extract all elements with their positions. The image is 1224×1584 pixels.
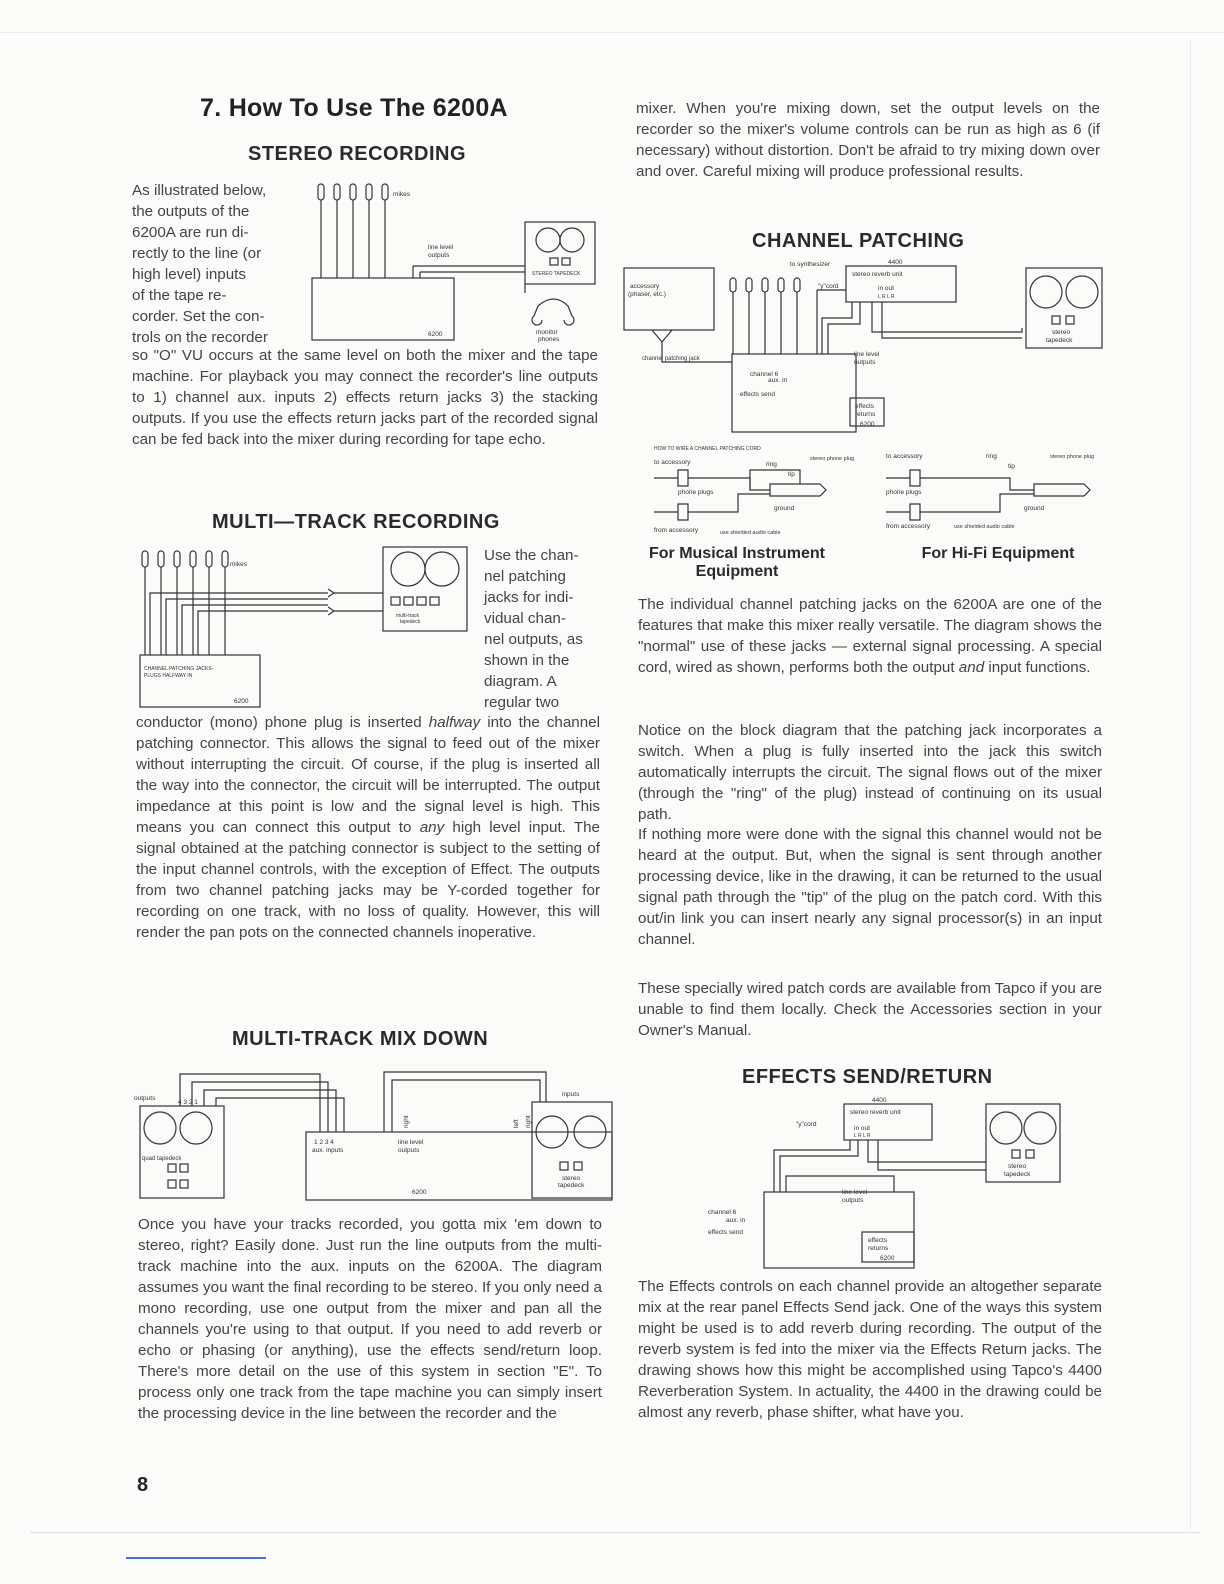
- svg-text:phone plugs: phone plugs: [886, 489, 922, 496]
- svg-text:monitor: monitor: [536, 329, 558, 336]
- svg-text:ring: ring: [986, 453, 997, 460]
- svg-text:channel patching jack: channel patching jack: [642, 356, 700, 362]
- svg-text:aux. in: aux. in: [768, 377, 788, 384]
- svg-text:mikes: mikes: [393, 191, 410, 198]
- svg-text:effects send: effects send: [740, 391, 775, 398]
- svg-text:left: left: [513, 1119, 520, 1128]
- footer-link-underline: [126, 1557, 266, 1559]
- svg-text:6200: 6200: [428, 331, 443, 338]
- caption-musical-instrument: [632, 545, 842, 581]
- microphone-icon: [142, 551, 228, 567]
- svg-text:stereo: stereo: [1008, 1163, 1027, 1170]
- headphones-icon: [532, 299, 574, 325]
- stereo-line: As illustrated below,: [132, 182, 267, 199]
- svg-text:CHANNEL PATCHING JACKS-: CHANNEL PATCHING JACKS-: [144, 666, 214, 672]
- effects-send-return-heading: EFFECTS SEND/RETURN: [742, 1066, 993, 1088]
- svg-text:STEREO TAPEDECK: STEREO TAPEDECK: [532, 271, 581, 277]
- svg-text:ground: ground: [1024, 505, 1045, 512]
- footer-rule: [30, 1532, 1200, 1533]
- svg-text:channel 6: channel 6: [750, 371, 779, 378]
- svg-text:stereo: stereo: [1052, 329, 1071, 336]
- svg-text:stereo reverb unit: stereo reverb unit: [850, 1109, 901, 1116]
- multitrack-line: nel patching: [484, 568, 566, 585]
- svg-text:multi-track: multi-track: [396, 613, 420, 619]
- svg-text:HOW TO WIRE A CHANNEL PATCHING: HOW TO WIRE A CHANNEL PATCHING CORD: [654, 446, 761, 452]
- svg-text:phone plugs: phone plugs: [678, 489, 714, 496]
- svg-text:tip: tip: [1008, 463, 1015, 470]
- svg-text:"y"cord: "y"cord: [818, 283, 839, 290]
- svg-text:effects: effects: [855, 403, 875, 410]
- svg-text:aux. in: aux. in: [726, 1217, 746, 1224]
- svg-text:PLUGS HALFWAY IN: PLUGS HALFWAY IN: [144, 673, 193, 679]
- stereo-line: corder. Set the con-: [132, 308, 265, 325]
- stereo-tapedeck-box: [1026, 268, 1102, 348]
- stereo-line: 6200A are run di-: [132, 224, 249, 241]
- svg-text:returns: returns: [855, 411, 876, 418]
- page-number: 8: [137, 1474, 149, 1496]
- svg-text:4 3 2 1: 4 3 2 1: [178, 1099, 198, 1106]
- svg-text:use shielded audio cable: use shielded audio cable: [954, 524, 1015, 530]
- svg-text:phones: phones: [538, 336, 560, 343]
- stereo-body: so "O" VU occurs at the same level on both the mixer and the tape machine. For playback you may connect the recorder's line outputs to 1) channel aux. inputs 2) effects return jacks 3) the stacking outputs. If you use the effects return jacks part of the recorded signal can be fed back into the mixer during recording for tape echo.: [132, 347, 598, 448]
- stereo-line: rectly to the line (or: [132, 245, 262, 262]
- svg-text:mikes: mikes: [230, 561, 247, 568]
- channel-patching-para1: The individual channel patching jacks on the 6200A are one of the features that make this mixer really versatile. The diagram shows the "normal" use of these jacks — external signal processing. A special cord, wired as shown, performs both the output and input functions.: [638, 596, 1102, 676]
- svg-text:outputs: outputs: [134, 1095, 156, 1102]
- mixdown-continued-body: mixer. When you're mixing down, set the output levels on the recorder so the mixer's volume controls can be run as high as 6 (if necessary) without distortion. Don't be afraid to try mixing down over and over. Careful mixing will produce professional results.: [636, 100, 1100, 180]
- svg-text:tapedeck: tapedeck: [558, 1182, 585, 1189]
- phone-plug-icon: [654, 504, 688, 520]
- svg-text:line level: line level: [398, 1139, 424, 1146]
- svg-text:outputs: outputs: [854, 359, 876, 366]
- svg-text:channel 6: channel 6: [708, 1209, 737, 1216]
- microphone-icon: [730, 278, 800, 292]
- svg-text:effects: effects: [868, 1237, 888, 1244]
- effects-body: The Effects controls on each channel provide an altogether separate mix at the rear panel Effects Send jack. One of the ways this system might be used is to add reverb during recording. The output of the reverb system is fed into the mixer via the Effects Return jacks. The drawing shows how this might be accomplished using Tapco's 4400 Reverberation System. In actuality, the 4400 in the drawing could be almost any reverb, phase shifter, what have you.: [638, 1278, 1102, 1421]
- patch-cord-wiring-diagram: [650, 444, 1110, 540]
- mixdown-diagram: [134, 1062, 614, 1204]
- svg-text:outputs: outputs: [398, 1147, 420, 1154]
- stereo-phone-plug-icon: [1034, 484, 1090, 496]
- svg-text:tip: tip: [788, 471, 795, 478]
- svg-text:from accessory: from accessory: [886, 523, 931, 530]
- phone-plug-icon: [654, 470, 688, 486]
- channel-patching-para2: Notice on the block diagram that the patching jack incorporates a switch. When a plug is fully inserted into the jack this switch automatically interrupts the circuit. The signal flows out of the mixer (through the "ring" of the plug) instead of continuing on its usual path.: [638, 722, 1102, 823]
- svg-text:use shielded audio cable: use shielded audio cable: [720, 530, 781, 536]
- svg-text:aux. inputs: aux. inputs: [312, 1147, 344, 1154]
- svg-text:to synthesizer: to synthesizer: [790, 261, 831, 268]
- svg-text:L R L R: L R L R: [854, 1133, 871, 1139]
- multitrack-recording-diagram: [138, 545, 478, 715]
- stereo-line: trols on the recorder: [132, 329, 268, 346]
- svg-text:returns: returns: [868, 1245, 889, 1252]
- svg-text:right: right: [525, 1115, 532, 1128]
- page-right-border: [1190, 40, 1191, 1530]
- svg-text:line level: line level: [842, 1189, 868, 1196]
- svg-text:stereo: stereo: [562, 1175, 581, 1182]
- svg-text:right: right: [403, 1115, 410, 1128]
- caption-line: For Musical Instrument: [648, 545, 826, 562]
- svg-text:outputs: outputs: [842, 1197, 864, 1204]
- svg-text:6200: 6200: [234, 698, 249, 705]
- svg-text:ground: ground: [774, 505, 795, 512]
- accessory-box: [624, 268, 714, 330]
- stereo-line: of the tape re-: [132, 287, 227, 304]
- svg-text:"y"cord: "y"cord: [796, 1121, 817, 1128]
- svg-text:4400: 4400: [872, 1097, 887, 1104]
- channel-patching-para4: These specially wired patch cords are available from Tapco if you are unable to find them locally. Check the Accessories section in your Owner's Manual.: [638, 980, 1103, 1039]
- phone-plug-icon: [886, 470, 920, 486]
- effects-send-return-diagram: [704, 1092, 1064, 1272]
- svg-text:in out: in out: [854, 1125, 870, 1132]
- multitrack-line: shown in the: [484, 652, 570, 669]
- svg-text:stereo phone plug: stereo phone plug: [1050, 454, 1095, 460]
- svg-text:6200: 6200: [880, 1255, 895, 1262]
- svg-text:tapedeck: tapedeck: [1004, 1171, 1031, 1178]
- svg-text:effects send: effects send: [708, 1229, 743, 1236]
- stereo-line: the outputs of the: [132, 203, 250, 220]
- channel-patching-heading: CHANNEL PATCHING: [752, 230, 965, 252]
- page-top-border: [0, 32, 1224, 33]
- svg-text:accessory: accessory: [630, 283, 660, 290]
- svg-text:tapedeck: tapedeck: [400, 619, 421, 625]
- svg-text:to accessory: to accessory: [886, 453, 923, 460]
- svg-text:ring: ring: [766, 461, 777, 468]
- svg-text:line level: line level: [854, 351, 880, 358]
- svg-text:stereo reverb unit: stereo reverb unit: [852, 271, 903, 278]
- svg-text:6200: 6200: [412, 1189, 427, 1196]
- svg-text:quad tapedeck: quad tapedeck: [142, 1156, 182, 1162]
- caption-hifi: For Hi-Fi Equipment: [921, 545, 1075, 562]
- svg-text:tapedeck: tapedeck: [1046, 337, 1073, 344]
- svg-text:1 2 3 4: 1 2 3 4: [314, 1139, 334, 1146]
- svg-text:to accessory: to accessory: [654, 459, 691, 466]
- svg-text:6200: 6200: [860, 421, 875, 428]
- multitrack-line: nel outputs, as: [484, 631, 583, 648]
- phone-plug-icon: [886, 504, 920, 520]
- stereo-intro-lines: [132, 180, 300, 348]
- caption-line: Equipment: [695, 563, 779, 580]
- mixdown-heading: MULTI-TRACK MIX DOWN: [232, 1028, 489, 1050]
- multitrack-line: vidual chan-: [484, 610, 566, 627]
- svg-text:outputs: outputs: [428, 252, 450, 259]
- svg-text:in out: in out: [878, 285, 894, 292]
- svg-text:stereo phone plug: stereo phone plug: [810, 456, 855, 462]
- multitrack-line: diagram. A: [484, 673, 557, 690]
- multitrack-line: Use the chan-: [484, 547, 579, 564]
- multitrack-line: jacks for indi-: [484, 589, 574, 606]
- multitrack-recording-heading: MULTI—TRACK RECORDING: [212, 511, 500, 533]
- channel-patching-diagram: [622, 258, 1106, 436]
- stereo-recording-diagram: [310, 178, 600, 348]
- mixdown-body: Once you have your tracks recorded, you gotta mix 'em down to stereo, right? Easily done. Just run the line outputs from the multi-track machine into the aux. inputs on the 6200A. The diagram assumes you want the final recording to be stereo. If you only need a mono recording, use one output from the mixer and pan all the channels you're using to that output. If you need to add reverb or echo or phasing (or anything), use the effects send/return loop. There's more detail on the use of this system in section "E". To process only one track from the tape machine you can simply insert the processing device in the line between the recorder and the: [138, 1216, 602, 1422]
- svg-text:L R L R: L R L R: [878, 294, 895, 300]
- stereo-recording-heading: STEREO RECORDING: [248, 143, 467, 165]
- svg-text:(phaser, etc.): (phaser, etc.): [628, 291, 666, 298]
- multitrack-body: conductor (mono) phone plug is inserted halfway into the channel patching connector. This allows the signal to feed out of the mixer without interrupting the circuit. Of course, if the plug is inserted all the way into the connector, the circuit will be interrupted. The output impedance at this point is low and the signal level is high. This means you can connect this output to any high level input. The signal obtained at the patching connector is subject to the setting of the input channel controls, with the exception of Effect. The outputs from two channel patching jacks may be Y-corded together for recording on one track, with no loss of quality. However, this will render the pan pots on the connected channels inoperative.: [136, 714, 600, 941]
- svg-text:line level: line level: [428, 244, 454, 251]
- stereo-line: high level) inputs: [132, 266, 246, 283]
- multitrack-intro-lines: [484, 545, 600, 713]
- svg-text:4400: 4400: [888, 259, 903, 266]
- stereo-phone-plug-icon: [770, 484, 826, 496]
- svg-text:inputs: inputs: [562, 1091, 580, 1098]
- microphone-icon: [318, 184, 388, 200]
- page-title: 7. How To Use The 6200A: [200, 94, 508, 122]
- svg-text:from accessory: from accessory: [654, 527, 699, 534]
- multitrack-line: regular two: [484, 694, 560, 711]
- channel-patching-para3: If nothing more were done with the signal this channel would not be heard at the output. But, when the signal is sent through another processing device, like in the drawing, it can be returned to the usual signal path through the "tip" of the plug on the patch cord. With this out/in link you can insert nearly any signal processor(s) in an input channel.: [638, 826, 1102, 948]
- mixer-box: [306, 1132, 612, 1200]
